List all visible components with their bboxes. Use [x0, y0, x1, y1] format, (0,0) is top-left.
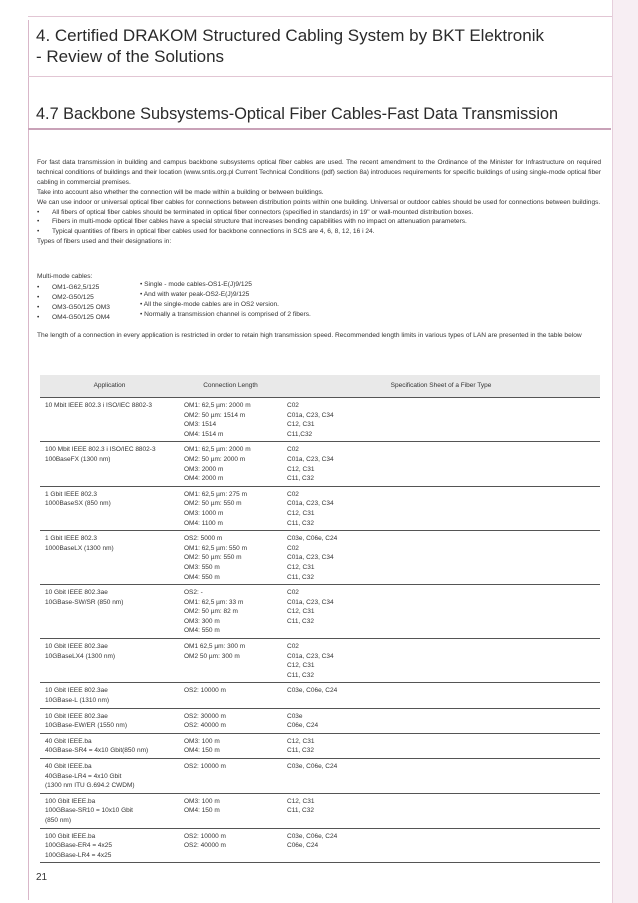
- cell-line: 100GBase-ER4 = 4x25: [45, 842, 113, 850]
- multimode-item: [37, 313, 110, 323]
- cell-line: C02: [287, 643, 299, 651]
- cell-connection-length: [179, 733, 282, 758]
- cell-application: [40, 585, 179, 639]
- cell-line: OM3: 550 m: [184, 563, 220, 571]
- cell-application: [40, 759, 179, 794]
- cell-line: 1000BaseSX (850 nm): [45, 500, 111, 508]
- bullet-item: [37, 208, 601, 218]
- singlemode-item: • All the single-mode cables are in OS2 version.: [140, 301, 280, 308]
- cell-spec-sheet: [282, 486, 600, 530]
- chapter-title: [36, 25, 606, 67]
- table-body: [40, 398, 600, 863]
- cell-line: C02: [287, 490, 299, 498]
- cell-spec-sheet: [282, 639, 600, 683]
- table-row: [40, 442, 600, 486]
- cell-connection-length: [179, 759, 282, 794]
- cell-line: OM4: 550 m: [184, 573, 220, 581]
- table-row: [40, 585, 600, 639]
- header-application: Application: [40, 375, 179, 398]
- multimode-label: Multi-mode cables:: [37, 273, 93, 280]
- cell-line: C11, C32: [287, 747, 314, 755]
- cell-line: OS2: 10000 m: [184, 687, 226, 695]
- cell-line: OM4: 1100 m: [184, 519, 223, 527]
- cell-line: C12, C31: [287, 737, 315, 745]
- cell-line: C01a, C23, C34: [287, 652, 334, 660]
- cell-application: [40, 708, 179, 733]
- cell-line: C11, C32: [287, 573, 314, 581]
- cell-line: OM4: 550 m: [184, 627, 220, 635]
- chapter-title-line1: 4. Certified DRAKOM Structured Cabling System by BKT Elektronik: [36, 26, 544, 45]
- cell-spec-sheet: [282, 759, 600, 794]
- table-row: [40, 733, 600, 758]
- header-bottom-line: [28, 76, 612, 77]
- table-row: [40, 828, 600, 863]
- table-header-row: [40, 375, 600, 398]
- cell-line: 10GBase-L (1310 nm): [45, 697, 110, 705]
- cell-line: OM3: 100 m: [184, 737, 220, 745]
- cell-line: OM2 50 µm: 300 m: [184, 652, 240, 660]
- cell-line: OS2: 40000 m: [184, 842, 226, 850]
- cell-line: OM4: 150 m: [184, 807, 220, 815]
- cell-line: OM4: 1514 m: [184, 430, 224, 438]
- cell-application: [40, 639, 179, 683]
- bullet-dot: •: [37, 304, 40, 311]
- table-row: [40, 639, 600, 683]
- cell-line: OS2: -: [184, 589, 203, 597]
- cell-line: 1 Gbit IEEE 802.3: [45, 490, 98, 498]
- cell-spec-sheet: [282, 398, 600, 442]
- multimode-item: [37, 293, 110, 303]
- cell-line: C03e, C06e, C24: [287, 535, 338, 543]
- cell-line: C01a, C23, C34: [287, 598, 334, 606]
- table-row: [40, 793, 600, 828]
- cell-line: 1 Gbit IEEE 802.3: [45, 535, 98, 543]
- cell-connection-length: [179, 683, 282, 708]
- cell-line: C01a, C23, C34: [287, 554, 334, 562]
- cell-line: C03e, C06e, C24: [287, 763, 338, 770]
- cell-line: C02: [287, 544, 299, 552]
- multimode-item: [37, 283, 110, 293]
- bullet-dot: •: [37, 314, 40, 321]
- multimode-item-text: OM1-G62,5/125: [52, 284, 100, 291]
- singlemode-item: • And with water peak-OS2-E(J)9/125: [140, 291, 250, 298]
- table-row: [40, 708, 600, 733]
- cell-spec-sheet: [282, 442, 600, 486]
- cell-line: OM3: 300 m: [184, 617, 220, 625]
- cell-line: 100 Gbit IEEE.ba: [45, 832, 96, 840]
- cell-line: 10 Mbit IEEE 802.3 i ISO/IEC 8802-3: [45, 402, 152, 409]
- cell-line: C12, C31: [287, 563, 315, 571]
- cell-line: 100 Mbit IEEE 802.3 i ISO/IEC 8802-3: [45, 446, 156, 454]
- cell-application: [40, 442, 179, 486]
- cell-spec-sheet: [282, 733, 600, 758]
- table-row: [40, 486, 600, 530]
- cell-line: OM4: 150 m: [184, 747, 220, 755]
- cell-spec-sheet: [282, 585, 600, 639]
- cell-line: 40 Gbit IEEE.ba: [45, 763, 92, 770]
- cell-line: 10GBase-SW/SR (850 nm): [45, 598, 124, 606]
- cell-line: (1300 nm ITU G.694.2 CWDM): [45, 782, 135, 790]
- cell-line: 1000BaseLX (1300 nm): [45, 544, 114, 552]
- chapter-title-line2: - Review of the Solutions: [36, 47, 225, 66]
- paragraph-intro: For fast data transmission in building and campus backbone subsystems optical fiber cables are used. The recent amendment to the Ordinance of the Minister for Infrastructure on required technical conditions of buildings and their location (www.sntis.org.pl Current Technical Conditions (pdf) section 8a) introduces requirements for specific buildings of using single-mode optical fiber cabling in commercial premises.: [37, 159, 601, 186]
- cell-line: 10 Gbit IEEE 802.3ae: [45, 643, 108, 651]
- cell-line: (850 nm): [45, 816, 72, 824]
- cell-spec-sheet: [282, 828, 600, 863]
- header-connection-length: Connection Length: [179, 375, 282, 398]
- cell-line: C02: [287, 402, 299, 409]
- cell-line: C02: [287, 446, 299, 454]
- paragraph-connections: We can use indoor or universal optical fiber cables for connections between distribution points within one building. Universal or outdoor cables should be used for connections between buildings.: [37, 198, 601, 206]
- cell-line: C11, C32: [287, 519, 314, 527]
- cell-line: OM3: 2000 m: [184, 465, 224, 473]
- cell-line: C11, C32: [287, 671, 314, 679]
- cell-line: OM1: 62,5 µm: 275 m: [184, 490, 247, 498]
- cell-line: C12, C31: [287, 465, 315, 473]
- right-margin-line: [612, 0, 613, 903]
- cell-application: [40, 828, 179, 863]
- cell-line: OM2: 50 µm: 550 m: [184, 500, 242, 508]
- cell-line: C03e, C06e, C24: [287, 832, 338, 840]
- cell-line: OM1: 62,5 µm: 33 m: [184, 598, 244, 606]
- cell-line: C11, C32: [287, 807, 314, 815]
- singlemode-item: • Single - mode cables-OS1-E(J)9/125: [140, 281, 252, 288]
- cell-application: [40, 733, 179, 758]
- cell-line: 10GBaseLX4 (1300 nm): [45, 652, 116, 660]
- multimode-item-text: OM4-G50/125 OM4: [52, 314, 110, 321]
- table-row: [40, 683, 600, 708]
- bullet-dot: •: [37, 294, 40, 301]
- cell-line: C12, C31: [287, 608, 315, 616]
- cell-line: C12, C31: [287, 421, 315, 429]
- cell-line: OS2: 40000 m: [184, 722, 226, 730]
- cell-line: OM1: 62,5 µm: 2000 m: [184, 446, 251, 454]
- paragraph-length-limits: The length of a connection in every application is restricted in order to retain high transmission speed. Recommended length limits in various types of LAN are presented in the table below: [37, 332, 582, 339]
- cell-spec-sheet: [282, 683, 600, 708]
- cell-line: C06e, C24: [287, 842, 319, 850]
- cell-connection-length: [179, 639, 282, 683]
- section-title-underline: [28, 128, 611, 130]
- bullet-item: [37, 227, 601, 237]
- cell-connection-length: [179, 708, 282, 733]
- cell-line: C01a, C23, C34: [287, 411, 334, 419]
- cell-line: C01a, C23, C34: [287, 455, 334, 463]
- cell-line: C02: [287, 589, 299, 597]
- cell-line: 10 Gbit IEEE 802.3ae: [45, 589, 108, 597]
- cell-line: C11, C32: [287, 617, 314, 625]
- cell-line: 10 Gbit IEEE 802.3ae: [45, 712, 108, 720]
- body-text: [37, 158, 601, 247]
- cell-line: OS2: 5000 m: [184, 535, 223, 543]
- cell-line: 100GBase-LR4 = 4x25: [45, 851, 112, 859]
- cell-connection-length: [179, 585, 282, 639]
- cell-line: OM3: 100 m: [184, 797, 220, 805]
- bullet-text: Typical quantities of fibers in optical fiber cables used for backbone connections in SCS are 4, 6, 8, 12, 16 i 24.: [52, 228, 375, 236]
- cell-connection-length: [179, 531, 282, 585]
- cell-line: OM1 62,5 µm: 300 m: [184, 643, 246, 651]
- cell-line: C11, C32: [287, 475, 314, 483]
- cell-application: [40, 486, 179, 530]
- cell-connection-length: [179, 398, 282, 442]
- cell-connection-length: [179, 486, 282, 530]
- cell-line: C12, C31: [287, 509, 315, 517]
- multimode-item-text: OM2-G50/125: [52, 294, 94, 301]
- header-top-line: [28, 16, 612, 17]
- cell-line: C12, C31: [287, 797, 315, 805]
- cell-application: [40, 793, 179, 828]
- cell-application: [40, 398, 179, 442]
- cell-line: C03e: [287, 712, 303, 720]
- table-row: [40, 759, 600, 794]
- bullet-dot: •: [37, 218, 40, 226]
- table-row: [40, 531, 600, 585]
- table-row: [40, 398, 600, 442]
- cell-application: [40, 683, 179, 708]
- cell-line: C06e, C24: [287, 722, 319, 730]
- cell-connection-length: [179, 828, 282, 863]
- cell-line: OS2: 10000 m: [184, 763, 226, 770]
- cell-line: OS2: 30000 m: [184, 712, 226, 720]
- cell-line: 100GBase-SR10 = 10x10 Gbit: [45, 807, 133, 815]
- cell-line: C01a, C23, C34: [287, 500, 334, 508]
- cell-line: OM2: 50 µm: 1514 m: [184, 411, 246, 419]
- cell-line: 10 Gbit IEEE 802.3ae: [45, 687, 108, 695]
- multimode-item-text: OM3-G50/125 OM3: [52, 304, 110, 311]
- cell-line: OM2: 50 µm: 82 m: [184, 608, 238, 616]
- cell-spec-sheet: [282, 531, 600, 585]
- bullet-dot: •: [37, 208, 40, 216]
- page-number: 21: [36, 872, 48, 883]
- cell-line: 100BaseFX (1300 nm): [45, 455, 111, 463]
- cell-connection-length: [179, 442, 282, 486]
- cell-line: OM1: 62,5 µm: 2000 m: [184, 402, 251, 409]
- cell-line: OM2: 50 µm: 2000 m: [184, 455, 246, 463]
- cell-spec-sheet: [282, 708, 600, 733]
- left-margin-rule: [28, 20, 29, 900]
- cell-connection-length: [179, 793, 282, 828]
- cell-line: OM1: 62,5 µm: 550 m: [184, 544, 247, 552]
- cell-line: 10GBase-EW/ER (1550 nm): [45, 722, 128, 730]
- header-spec-sheet: Specification Sheet of a Fiber Type: [282, 375, 600, 398]
- bullet-text: Fibers in multi-mode optical fiber cables have a special structure that increases bending capabilities with no impact on attenuation parameters.: [52, 218, 467, 226]
- cell-spec-sheet: [282, 793, 600, 828]
- fiber-types-intro: Types of fibers used and their designations in:: [37, 238, 172, 246]
- singlemode-list: [140, 280, 311, 320]
- fiber-spec-table: [40, 375, 600, 863]
- cell-line: OM3: 1000 m: [184, 509, 224, 517]
- cell-line: 40 Gbit IEEE.ba: [45, 737, 92, 745]
- cell-line: OM2: 50 µm: 550 m: [184, 554, 242, 562]
- cell-line: 100 Gbit IEEE.ba: [45, 797, 96, 805]
- cell-line: C12, C31: [287, 662, 315, 670]
- right-margin-strip: [612, 0, 638, 903]
- bullet-item: [37, 217, 601, 227]
- bullet-text: All fibers of optical fiber cables should be terminated in optical fiber connectors (specified in standards) in 19" or wall-mounted distribution boxes.: [52, 208, 474, 216]
- cell-line: C03e, C06e, C24: [287, 687, 338, 695]
- cell-line: OS2: 10000 m: [184, 832, 226, 840]
- cell-line: OM3: 1514: [184, 421, 217, 429]
- singlemode-item: • Normally a transmission channel is comprised of 2 fibers.: [140, 311, 311, 318]
- bullet-dot: •: [37, 228, 40, 236]
- cell-application: [40, 531, 179, 585]
- cell-line: 40GBase-SR4 = 4x10 Gbit(850 nm): [45, 747, 149, 755]
- cell-line: 40GBase-LR4 = 4x10 Gbit: [45, 772, 122, 780]
- section-title: 4.7 Backbone Subsystems-Optical Fiber Cables-Fast Data Transmission: [36, 105, 559, 123]
- cell-line: OM4: 2000 m: [184, 475, 224, 483]
- cell-line: C11,C32: [287, 430, 313, 438]
- multimode-item: [37, 303, 110, 313]
- bullet-dot: •: [37, 284, 40, 291]
- paragraph-building: Take into account also whether the connection will be made within a building or between buildings.: [37, 188, 324, 196]
- multimode-list: [37, 283, 110, 323]
